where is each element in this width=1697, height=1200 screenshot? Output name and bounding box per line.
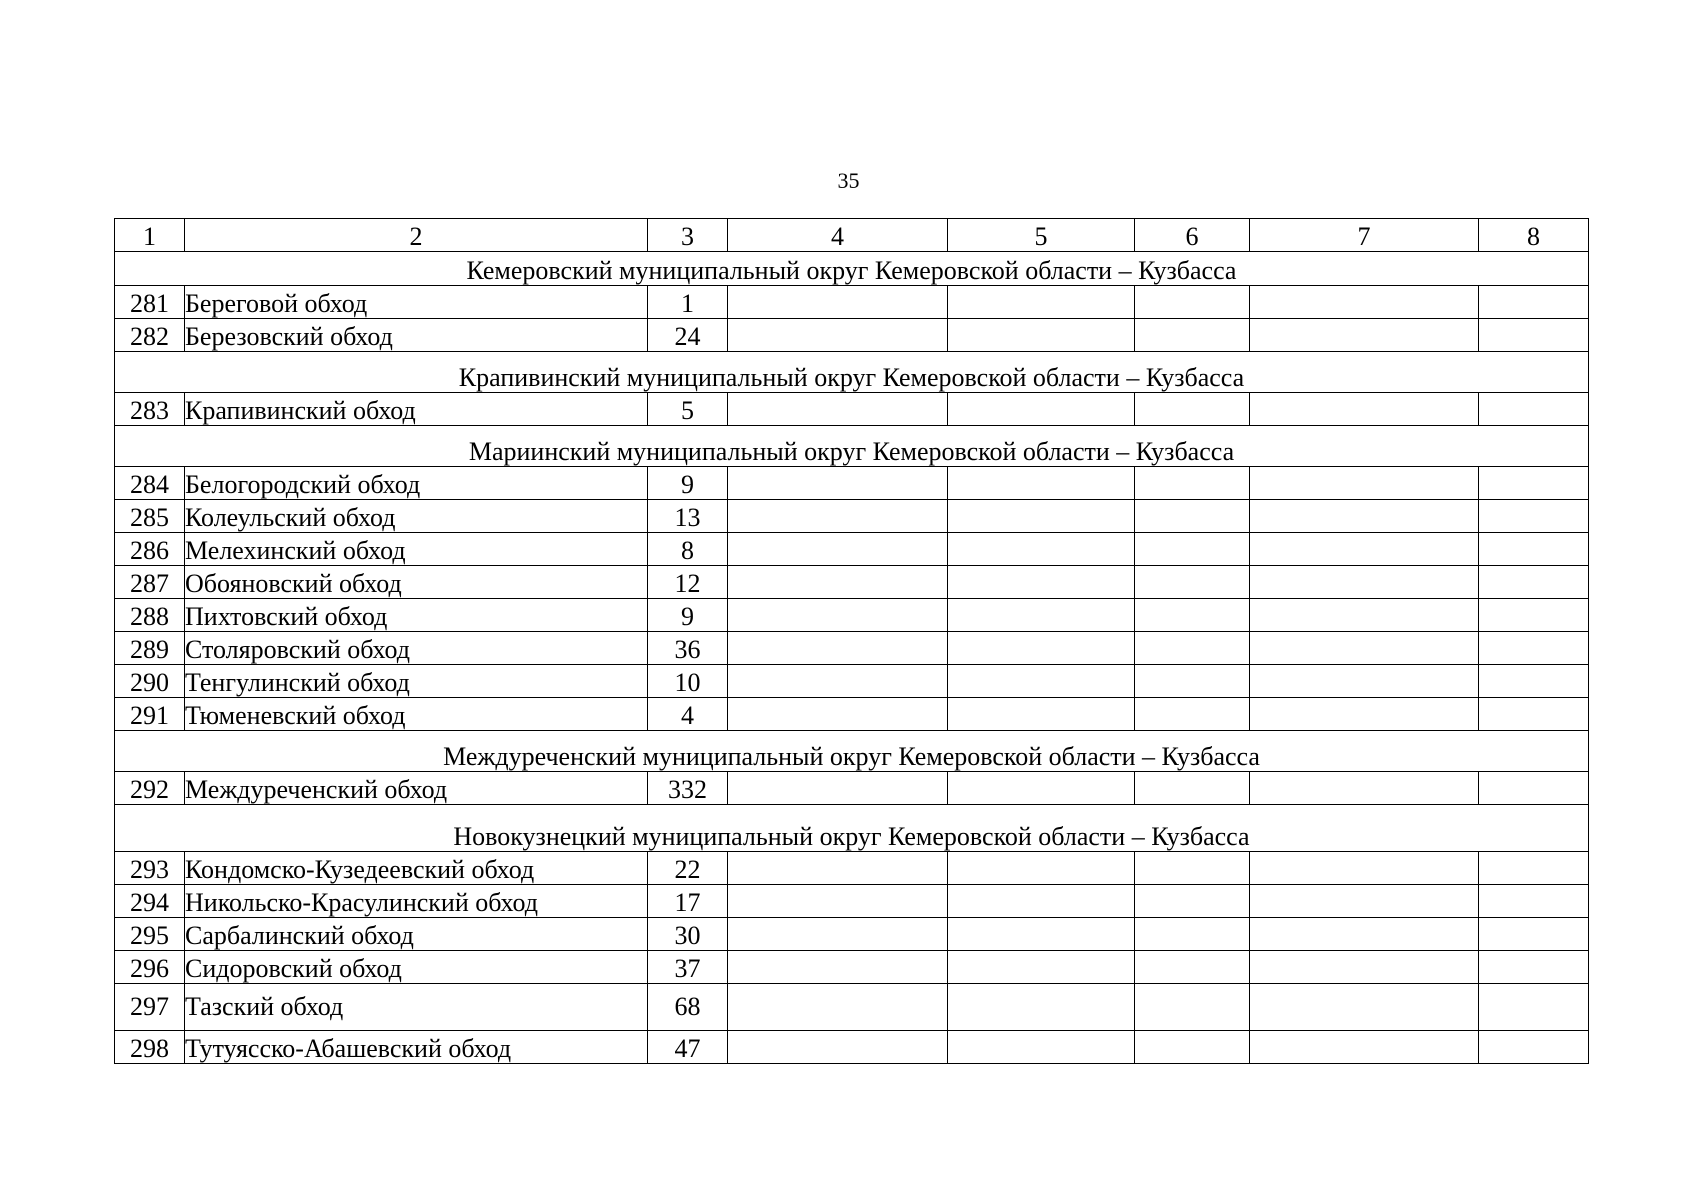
table-row xyxy=(115,665,1589,698)
empty-cell xyxy=(1135,1031,1250,1064)
empty-cell xyxy=(1135,566,1250,599)
empty-cell xyxy=(948,772,1135,805)
row-number: 289 xyxy=(115,632,185,665)
row-quantity: 10 xyxy=(648,665,728,698)
row-name: Колеульский обход xyxy=(185,500,648,533)
row-number: 291 xyxy=(115,698,185,731)
row-name: Тенгулинский обход xyxy=(185,665,648,698)
empty-cell xyxy=(1250,918,1479,951)
empty-cell xyxy=(1250,319,1479,352)
section-header-row xyxy=(115,731,1589,772)
table-row xyxy=(115,533,1589,566)
empty-cell xyxy=(728,772,948,805)
empty-cell xyxy=(1250,885,1479,918)
row-name: Пихтовский обход xyxy=(185,599,648,632)
row-quantity: 8 xyxy=(648,533,728,566)
empty-cell xyxy=(1479,393,1589,426)
row-name: Сарбалинский обход xyxy=(185,918,648,951)
row-name: Тазский обход xyxy=(185,984,648,1031)
empty-cell xyxy=(948,918,1135,951)
empty-cell xyxy=(1479,599,1589,632)
table-header-row xyxy=(115,219,1589,252)
row-number: 286 xyxy=(115,533,185,566)
row-quantity: 37 xyxy=(648,951,728,984)
empty-cell xyxy=(1135,852,1250,885)
empty-cell xyxy=(1479,286,1589,319)
row-number: 296 xyxy=(115,951,185,984)
column-number-5: 5 xyxy=(948,219,1135,252)
column-number-8: 8 xyxy=(1479,219,1589,252)
section-header-row xyxy=(115,426,1589,467)
empty-cell xyxy=(1479,951,1589,984)
empty-cell xyxy=(1135,467,1250,500)
page-number: 35 xyxy=(837,168,860,193)
empty-cell xyxy=(728,698,948,731)
empty-cell xyxy=(728,286,948,319)
row-quantity: 68 xyxy=(648,984,728,1031)
empty-cell xyxy=(948,632,1135,665)
table-row xyxy=(115,698,1589,731)
row-name: Междуреченский обход xyxy=(185,772,648,805)
empty-cell xyxy=(948,393,1135,426)
row-name: Тутуясско-Абашевский обход xyxy=(185,1031,648,1064)
section-title: Крапивинский муниципальный округ Кемеровской области – Кузбасса xyxy=(115,352,1589,393)
row-quantity: 17 xyxy=(648,885,728,918)
row-quantity: 9 xyxy=(648,467,728,500)
column-number-7: 7 xyxy=(1250,219,1479,252)
empty-cell xyxy=(1135,918,1250,951)
column-number-6: 6 xyxy=(1135,219,1250,252)
empty-cell xyxy=(1479,665,1589,698)
empty-cell xyxy=(1135,885,1250,918)
empty-cell xyxy=(728,467,948,500)
table-row xyxy=(115,286,1589,319)
empty-cell xyxy=(728,393,948,426)
empty-cell xyxy=(1479,319,1589,352)
row-quantity: 4 xyxy=(648,698,728,731)
row-number: 295 xyxy=(115,918,185,951)
row-name: Никольско-Красулинский обход xyxy=(185,885,648,918)
empty-cell xyxy=(1135,665,1250,698)
empty-cell xyxy=(1250,500,1479,533)
empty-cell xyxy=(948,566,1135,599)
empty-cell xyxy=(1250,852,1479,885)
row-number: 282 xyxy=(115,319,185,352)
empty-cell xyxy=(1135,319,1250,352)
column-number-4: 4 xyxy=(728,219,948,252)
row-number: 293 xyxy=(115,852,185,885)
row-quantity: 22 xyxy=(648,852,728,885)
empty-cell xyxy=(1250,772,1479,805)
row-number: 288 xyxy=(115,599,185,632)
empty-cell xyxy=(1479,984,1589,1031)
empty-cell xyxy=(1250,632,1479,665)
table-row xyxy=(115,772,1589,805)
empty-cell xyxy=(1479,772,1589,805)
empty-cell xyxy=(948,951,1135,984)
table-row xyxy=(115,500,1589,533)
empty-cell xyxy=(1135,500,1250,533)
row-quantity: 30 xyxy=(648,918,728,951)
row-name: Береговой обход xyxy=(185,286,648,319)
empty-cell xyxy=(728,852,948,885)
empty-cell xyxy=(1479,533,1589,566)
row-quantity: 24 xyxy=(648,319,728,352)
table-row xyxy=(115,984,1589,1031)
row-number: 292 xyxy=(115,772,185,805)
row-number: 281 xyxy=(115,286,185,319)
empty-cell xyxy=(1250,1031,1479,1064)
empty-cell xyxy=(1479,632,1589,665)
forestry-table xyxy=(114,218,1589,1064)
empty-cell xyxy=(1479,885,1589,918)
row-number: 287 xyxy=(115,566,185,599)
row-name: Обояновский обход xyxy=(185,566,648,599)
empty-cell xyxy=(1479,852,1589,885)
empty-cell xyxy=(1479,918,1589,951)
empty-cell xyxy=(1135,599,1250,632)
empty-cell xyxy=(1479,1031,1589,1064)
section-title: Междуреченский муниципальный округ Кемеровской области – Кузбасса xyxy=(115,731,1589,772)
row-quantity: 332 xyxy=(648,772,728,805)
empty-cell xyxy=(728,665,948,698)
section-header-row xyxy=(115,252,1589,286)
table-row xyxy=(115,467,1589,500)
empty-cell xyxy=(1135,286,1250,319)
empty-cell xyxy=(1135,772,1250,805)
empty-cell xyxy=(1250,533,1479,566)
row-quantity: 5 xyxy=(648,393,728,426)
column-number-1: 1 xyxy=(115,219,185,252)
row-name: Белогородский обход xyxy=(185,467,648,500)
row-name: Мелехинский обход xyxy=(185,533,648,566)
column-number-3: 3 xyxy=(648,219,728,252)
table-row xyxy=(115,393,1589,426)
empty-cell xyxy=(948,467,1135,500)
empty-cell xyxy=(1479,566,1589,599)
row-quantity: 36 xyxy=(648,632,728,665)
empty-cell xyxy=(1250,286,1479,319)
row-number: 285 xyxy=(115,500,185,533)
row-number: 294 xyxy=(115,885,185,918)
row-quantity: 12 xyxy=(648,566,728,599)
empty-cell xyxy=(728,1031,948,1064)
empty-cell xyxy=(1250,393,1479,426)
row-quantity: 9 xyxy=(648,599,728,632)
table-row xyxy=(115,918,1589,951)
table-row xyxy=(115,852,1589,885)
row-number: 297 xyxy=(115,984,185,1031)
empty-cell xyxy=(1135,984,1250,1031)
row-quantity: 47 xyxy=(648,1031,728,1064)
row-quantity: 13 xyxy=(648,500,728,533)
empty-cell xyxy=(948,599,1135,632)
empty-cell xyxy=(948,885,1135,918)
empty-cell xyxy=(1250,951,1479,984)
empty-cell xyxy=(728,319,948,352)
empty-cell xyxy=(948,1031,1135,1064)
section-title: Кемеровский муниципальный округ Кемеровской области – Кузбасса xyxy=(115,252,1589,286)
row-name: Столяровский обход xyxy=(185,632,648,665)
empty-cell xyxy=(728,885,948,918)
empty-cell xyxy=(948,286,1135,319)
empty-cell xyxy=(948,984,1135,1031)
empty-cell xyxy=(1479,698,1589,731)
row-name: Березовский обход xyxy=(185,319,648,352)
empty-cell xyxy=(1479,467,1589,500)
empty-cell xyxy=(948,500,1135,533)
empty-cell xyxy=(728,984,948,1031)
row-name: Сидоровский обход xyxy=(185,951,648,984)
row-number: 283 xyxy=(115,393,185,426)
column-number-2: 2 xyxy=(185,219,648,252)
empty-cell xyxy=(728,533,948,566)
empty-cell xyxy=(948,698,1135,731)
empty-cell xyxy=(1250,665,1479,698)
row-name: Тюменевский обход xyxy=(185,698,648,731)
empty-cell xyxy=(1250,984,1479,1031)
empty-cell xyxy=(1135,698,1250,731)
empty-cell xyxy=(728,566,948,599)
section-title: Мариинский муниципальный округ Кемеровской области – Кузбасса xyxy=(115,426,1589,467)
empty-cell xyxy=(728,599,948,632)
empty-cell xyxy=(1250,698,1479,731)
empty-cell xyxy=(1250,566,1479,599)
row-number: 290 xyxy=(115,665,185,698)
section-header-row xyxy=(115,805,1589,852)
row-number: 284 xyxy=(115,467,185,500)
empty-cell xyxy=(1479,500,1589,533)
section-header-row xyxy=(115,352,1589,393)
table-row xyxy=(115,632,1589,665)
table-row xyxy=(115,319,1589,352)
table-row xyxy=(115,951,1589,984)
section-title: Новокузнецкий муниципальный округ Кемеровской области – Кузбасса xyxy=(115,805,1589,852)
empty-cell xyxy=(1250,599,1479,632)
row-number: 298 xyxy=(115,1031,185,1064)
empty-cell xyxy=(948,533,1135,566)
empty-cell xyxy=(728,500,948,533)
table-row xyxy=(115,885,1589,918)
empty-cell xyxy=(728,918,948,951)
empty-cell xyxy=(1135,393,1250,426)
empty-cell xyxy=(1250,467,1479,500)
row-name: Крапивинский обход xyxy=(185,393,648,426)
empty-cell xyxy=(1135,533,1250,566)
empty-cell xyxy=(948,852,1135,885)
empty-cell xyxy=(728,951,948,984)
empty-cell xyxy=(948,665,1135,698)
table-row xyxy=(115,599,1589,632)
table-row xyxy=(115,1031,1589,1064)
table-row xyxy=(115,566,1589,599)
row-quantity: 1 xyxy=(648,286,728,319)
empty-cell xyxy=(1135,632,1250,665)
empty-cell xyxy=(728,632,948,665)
row-name: Кондомско-Кузедеевский обход xyxy=(185,852,648,885)
empty-cell xyxy=(948,319,1135,352)
empty-cell xyxy=(1135,951,1250,984)
